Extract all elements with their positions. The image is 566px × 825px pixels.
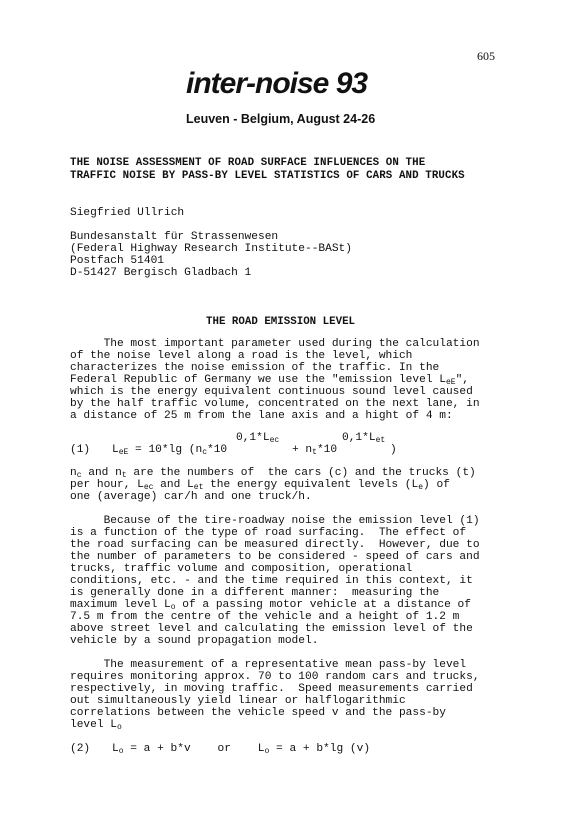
equation-2-number: (2) xyxy=(70,743,91,755)
paper-title-line-1: THE NOISE ASSESSMENT OF ROAD SURFACE INFLUENCES ON THE xyxy=(70,157,426,169)
para2-line-3: one (average) car/h and one truck/h. xyxy=(70,491,312,503)
para4-line-1: The measurement of a representative mean pass-by level xyxy=(70,659,467,671)
equation-1-exponent-cars: $0,1*L_{ec}$ xyxy=(236,432,280,445)
affiliation-line-4: D-51427 Bergisch Gladbach 1 xyxy=(70,267,252,279)
equation-2: $L_o = a + b*v$ or $L_o = a + b*\lg$ (v) xyxy=(112,743,371,756)
para1-line-4: Federal Republic of Germany we use the "emission level $L_{eE}$", xyxy=(70,374,470,387)
equation-1-trucks-term: + $n_t*10$ xyxy=(292,444,338,457)
affiliation-line-3: Postfach 51401 xyxy=(70,255,164,267)
section-heading: THE ROAD EMISSION LEVEL xyxy=(206,316,356,328)
para4-line-6: level $L_o$ xyxy=(70,719,122,732)
equation-1: $L_{eE} = 10*\lg$ ($n_c*10$ xyxy=(112,444,228,457)
paper-title-line-2: TRAFFIC NOISE BY PASS-BY LEVEL STATISTICS OF CARS AND TRUCKS xyxy=(70,170,465,182)
conference-location: Leuven - Belgium, August 24-26 xyxy=(186,112,376,126)
para1-line-7: a distance of 25 m from the lane axis and a hight of 4 m: xyxy=(70,410,453,422)
para3-line-11: vehicle by a sound propagation model. xyxy=(70,635,319,647)
para3-line-7: is generally done in a different manner: measuring the xyxy=(70,587,440,599)
para3-line-3: the road surfacing can be measured directly. However, due to xyxy=(70,539,480,551)
para1-line-5: which is the energy equivalent continuous sound level caused xyxy=(70,386,473,398)
para2-line-2: per hour, $L_{ec}$ and $L_{et}$ the energy equivalent levels $(L_e)$ of xyxy=(70,479,450,492)
author-name: Siegfried Ullrich xyxy=(70,207,185,219)
para4-line-3: respectively, in moving traffic. Speed measurements carried xyxy=(70,683,473,695)
para3-line-1: Because of the tire-roadway noise the emission level (1) xyxy=(70,515,480,527)
equation-1-number: (1) xyxy=(70,444,91,456)
para3-line-6: conditions, etc. - and the time required in this context, it xyxy=(70,575,473,587)
para1-line-3: characterizes the noise emission of the traffic. In the xyxy=(70,362,440,374)
conference-logo: inter-noise 93 xyxy=(186,67,368,100)
para4-line-4: out simultaneously yield linear or halflogarithmic xyxy=(70,695,406,707)
equation-1-exponent-trucks: $0,1*L_{et}$ xyxy=(342,432,386,445)
affiliation-line-2: (Federal Highway Research Institute--BASt) xyxy=(70,243,352,255)
para3-line-8: maximum level $L_o$ of a passing motor vehicle at a distance of xyxy=(70,599,471,612)
affiliation-line-1: Bundesanstalt für Strassenwesen xyxy=(70,231,279,243)
para2-line-1: $n_c$ and $n_t$ are the numbers of the cars (c) and the trucks (t) xyxy=(70,467,476,480)
para1-line-2: of the noise level along a road is the level, which xyxy=(70,350,413,362)
para3-line-10: above street level and calculating the emission level of the xyxy=(70,623,473,635)
equation-1-close: ) xyxy=(390,444,397,456)
para4-line-5: correlations between the vehicle speed v and the pass-by xyxy=(70,707,446,719)
para3-line-4: the number of parameters to be considered - speed of cars and xyxy=(70,551,480,563)
para3-line-9: 7.5 m from the centre of the vehicle and a height of 1.2 m xyxy=(70,611,460,623)
para1-line-6: by the half traffic volume, concentrated on the next lane, in xyxy=(70,398,480,410)
page-number: 605 xyxy=(477,49,495,63)
para3-line-5: trucks, traffic volume and composition, operational xyxy=(70,563,413,575)
para4-line-2: requires monitoring approx. 70 to 100 random cars and trucks, xyxy=(70,671,480,683)
para1-line-1: The most important parameter used during the calculation xyxy=(70,338,480,350)
para3-line-2: is a function of the type of road surfacing. The effect of xyxy=(70,527,467,539)
